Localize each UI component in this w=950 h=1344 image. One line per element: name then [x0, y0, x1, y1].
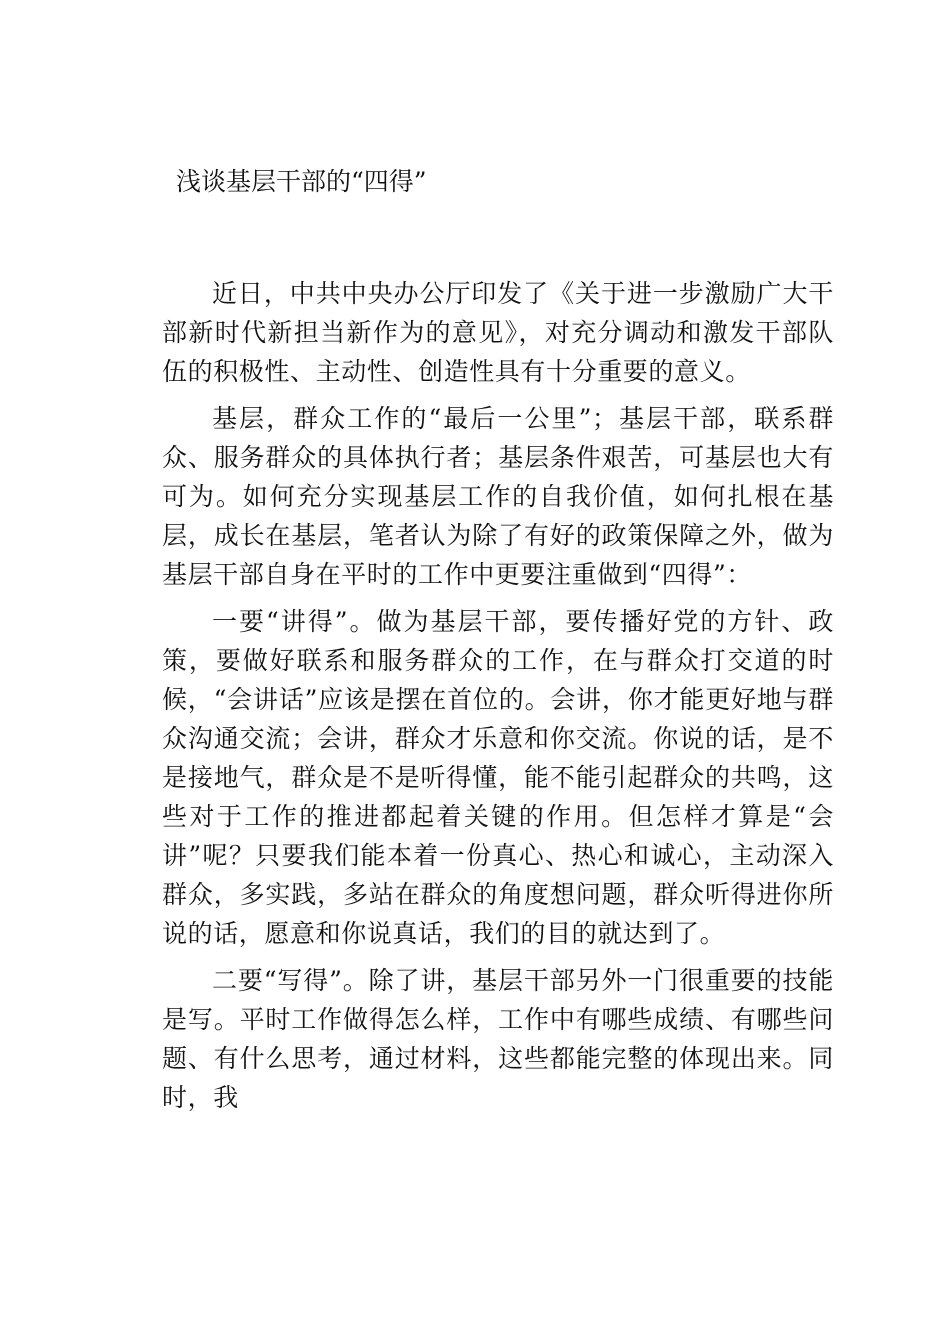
- document-title: 浅谈基层干部的“四得”: [176, 167, 427, 196]
- paragraph-writing: 二要“写得”。除了讲，基层干部另外一门很重要的技能是写。平时工作做得怎么样，工作中有哪些成绩、有哪些问题、有什么思考，通过材料，这些都能完整的体现出来。同时，我: [162, 966, 834, 1112]
- paragraph-grassroots: 基层，群众工作的“最后一公里”；基层干部，联系群众、服务群众的具体执行者；基层条件艰苦，可基层也大有可为。如何充分实现基层工作的自我价值，如何扎根在基层，成长在基层，笔者认为除了有好的政策保障之外，做为基层干部自身在平时的工作中更要注重做到“四得”：: [162, 404, 834, 589]
- paragraph-speaking: 一要“讲得”。做为基层干部，要传播好党的方针、政策，要做好联系和服务群众的工作，在与群众打交道的时候，“会讲话”应该是摆在首位的。会讲，你才能更好地与群众沟通交流；会讲，群众才乐意和你交流。你说的话，是不是接地气，群众是不是听得懂，能不能引起群众的共鸣，这些对于工作的推进都起着关键的作用。但怎样才算是“会讲”呢？只要我们能本着一份真心、热心和诚心，主动深入群众，多实践，多站在群众的角度想问题，群众听得进你所说的话，愿意和你说真话，我们的目的就达到了。: [162, 607, 834, 948]
- document-body: [162, 274, 834, 1125]
- paragraph-intro: 近日，中共中央办公厅印发了《关于进一步激励广大干部新时代新担当新作为的意见》，对充分调动和激发干部队伍的积极性、主动性、创造性具有十分重要的意义。: [162, 279, 834, 386]
